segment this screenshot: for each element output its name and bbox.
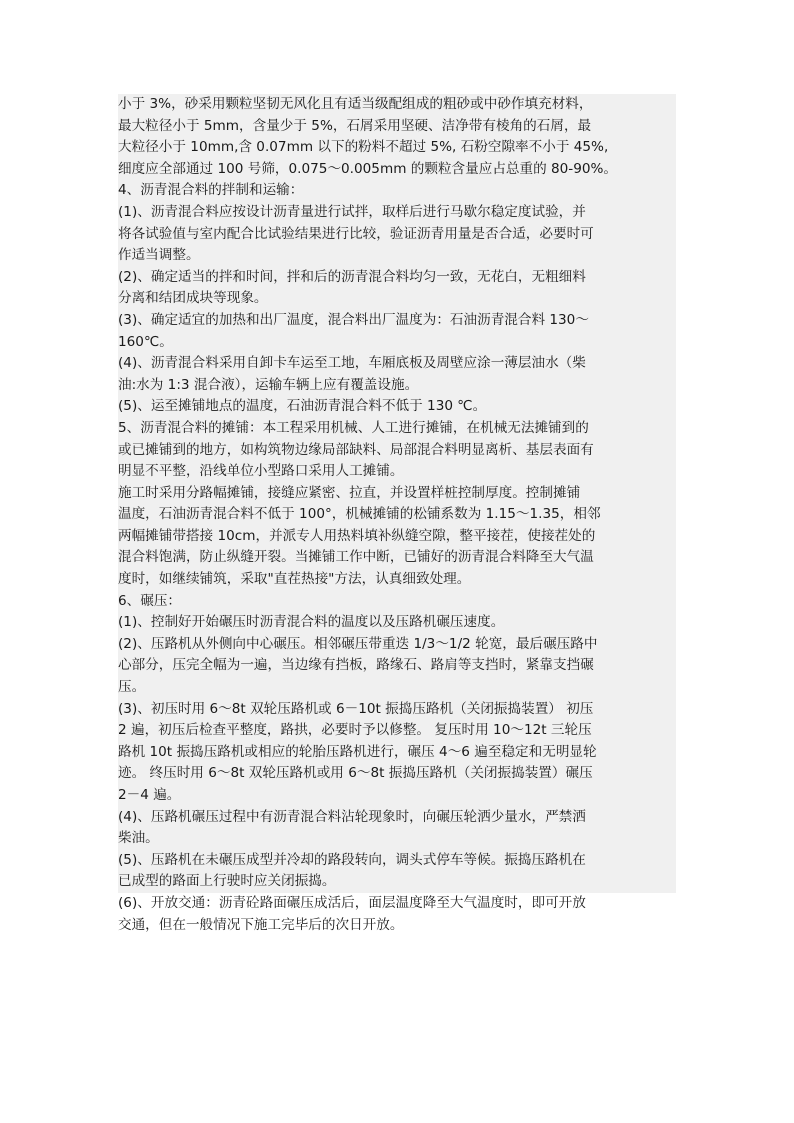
text-line: 两幅摊铺带搭接 10cm，并派专人用热料填补纵缝空隙，整平接茬，使接茬处的 bbox=[118, 527, 596, 544]
text-line: (1)、沥青混合料应按设计沥青量进行试拌，取样后进行马歇尔稳定度试验，并 bbox=[118, 203, 586, 220]
text-line: 小于 3%，砂采用颗粒坚韧无风化且有适当级配组成的粗砂或中砂作填充材料， bbox=[118, 96, 593, 112]
text-line: 心部分，压完全幅为一遍，当边缘有挡板，路缘石、路肩等支挡时，紧靠支挡碾 bbox=[118, 657, 594, 674]
text-line: 已成型的路面上行驶时应关闭振捣。 bbox=[118, 873, 336, 890]
text-line: 路机 10t 振捣压路机或相应的轮胎压路机进行，碾压 4～6 遍至稳定和无明显轮 bbox=[118, 743, 597, 760]
text-line: 柴油。 bbox=[118, 830, 159, 847]
text-line: 或已摊铺到的地方，如构筑物边缘局部缺料、局部混合料明显离析、基层表面有 bbox=[118, 441, 594, 458]
text-line: 160℃。 bbox=[118, 333, 173, 350]
text-line: (4)、压路机碾压过程中有沥青混合料沾轮现象时，向碾压轮洒少量水，严禁洒 bbox=[118, 808, 586, 825]
text-line: 2 遍，初压后检查平整度，路拱，必要时予以修整。 复压时用 10～12t 三轮压 bbox=[118, 722, 592, 739]
text-line: 明显不平整，沿线单位小型路口采用人工摊铺。 bbox=[118, 463, 404, 480]
text-line: 大粒径小于 10mm,含 0.07mm 以下的粉料不超过 5%, 石粉空隙率不小于 45%, bbox=[118, 139, 609, 156]
text-line: (3)、初压时用 6～8t 双轮压路机或 6－10t 振捣压路机（关闭振捣装置） 初压 bbox=[118, 700, 594, 717]
text-line: 施工时采用分路幅摊铺，接缝应紧密、拉直，并设置样桩控制厚度。控制摊铺 bbox=[118, 484, 581, 501]
section-heading: 4、沥青混合料的拌制和运输： bbox=[118, 182, 304, 199]
text-line: (5)、压路机在未碾压成型并冷却的路段转向，调头式停车等候。振捣压路机在 bbox=[118, 851, 586, 868]
plain-text-block bbox=[118, 893, 678, 936]
text-line: 交通，但在一般情况下施工完毕后的次日开放。 bbox=[118, 916, 404, 933]
text-line: 将各试验值与室内配合比试验结果进行比较，验证沥青用量是否合适，必要时可 bbox=[118, 225, 594, 242]
text-line: 迹。 终压时用 6～8t 双轮压路机或用 6～8t 振捣压路机（关闭振捣装置）碾压 bbox=[118, 765, 593, 782]
text-line: 压。 bbox=[118, 679, 146, 696]
text-line: 混合料饱满，防止纵缝开裂。当摊铺工作中断，已铺好的沥青混合料降至大气温 bbox=[118, 549, 594, 566]
text-line: 分离和结团成块等现象。 bbox=[118, 290, 268, 307]
text-line: 温度，石油沥青混合料不低于 100°，机械摊铺的松铺系数为 1.15～1.35，相邻 bbox=[118, 506, 601, 523]
text-line: 作适当调整。 bbox=[118, 247, 200, 264]
text-line: (4)、沥青混合料采用自卸卡车运至工地，车厢底板及周壁应涂一薄层油水（柴 bbox=[118, 355, 586, 372]
text-line: 2－4 遍。 bbox=[118, 787, 181, 803]
text-line: 细度应全部通过 100 号筛，0.075～0.005mm 的颗粒含量应占总重的 80-90%。 bbox=[118, 160, 618, 177]
section-heading: 5、沥青混合料的摊铺：本工程采用机械、人工进行摊铺，在机械无法摊铺到的 bbox=[118, 419, 589, 436]
text-line: 最大粒径小于 5mm，含量少于 5%，石屑采用坚硬、洁净带有棱角的石屑，最 bbox=[118, 117, 592, 134]
text-line: (2)、压路机从外侧向中心碾压。相邻碾压带重迭 1/3～1/2 轮宽，最后碾压路中 bbox=[118, 635, 598, 652]
section-heading: 6、碾压： bbox=[118, 592, 182, 609]
text-line: (2)、确定适当的拌和时间，拌和后的沥青混合料均匀一致，无花白，无粗细料 bbox=[118, 268, 586, 285]
text-line: (1)、控制好开始碾压时沥青混合料的温度以及压路机碾压速度。 bbox=[118, 614, 505, 631]
text-line: (3)、确定适宜的加热和出厂温度，混合料出厂温度为：石油沥青混合料 130～ bbox=[118, 311, 589, 328]
shaded-text-block bbox=[118, 94, 676, 893]
text-line: 油:水为 1:3 混合液），运输车辆上应有覆盖设施。 bbox=[118, 376, 419, 393]
text-line: (5)、运至摊铺地点的温度，石油沥青混合料不低于 130 ℃。 bbox=[118, 398, 487, 415]
document-page bbox=[118, 94, 678, 936]
text-line: 度时，如继续铺筑，采取"直茬热接"方法，认真细致处理。 bbox=[118, 571, 471, 588]
text-line: (6)、开放交通：沥青砼路面碾压成活后，面层温度降至大气温度时，即可开放 bbox=[118, 894, 586, 911]
